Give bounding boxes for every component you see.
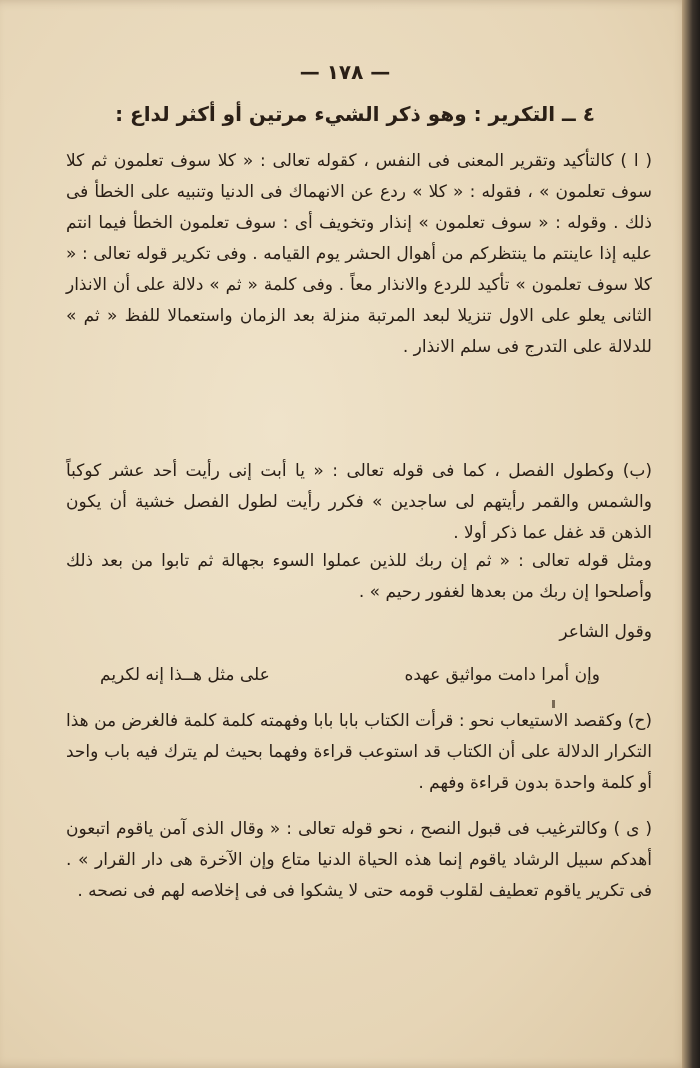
paragraph-c: ومثل قوله تعالى : « ثم إن ربك للذين عملوا السوء بجهالة ثم تابوا من بعد ذلك وأصلحوا إن ربك من بعدها لغفور رحيم » . [66, 551, 652, 602]
page-number: — ١٧٨ — [299, 60, 391, 84]
section-heading: ٤ ــ التكرير : وهو ذكر الشيء مرتين أو أكثر لداع : [115, 102, 595, 126]
poet-intro: وقول الشاعر [559, 622, 652, 642]
page-edge [682, 0, 700, 1068]
paragraph-d: ( ى ) وكالترغيب فى قبول النصح ، نحو قوله تعالى : « وقال الذى آمن ياقوم اتبعون أهدكم سبيل الرشاد ياقوم إنما هذه الحياة الدنيا متاع وإن الآخرة هى دار القرار » . فى تكرير ياقوم تعطيف لقلوب قومه حتى لا يشكوا فى فى إخلاصه لهم فى نصحه . [66, 819, 652, 901]
paragraph-a: ( ا ) كالتأكيد وتقرير المعنى فى النفس ، كقوله تعالى : « كلا سوف تعلمون ثم كلا سوف تعلمون » ، فقوله : « كلا » ردع عن الانهماك فى الدنيا وتنبيه على الخطأ فى ذلك . وقوله : « سوف تعلمون » إنذار وتخويف أى : سوف تعلمون الخطأ فيما انتم عليه إذا عاينتم ما ينتظركم من أهوال الحشر يوم القيامه . وفى تكرير قوله تعالى : « كلا سوف تعلمون » تأكيد للردع والانذار معاً . وفى كلمة « ثم » دلالة على أن الانذار الثانى يعلو على الاول تنزيلا لبعد المرتبة منزلة بعد الزمان واستعمالا للفظ « ثم » للدلالة على التدرج فى سلم الانذار . [66, 151, 652, 357]
poetry-verse [100, 665, 600, 685]
paragraph-b: (ب) وكطول الفصل ، كما فى قوله تعالى : « يا أبت إنى رأيت أحد عشر كوكباً والشمس والقمر رأيتهم لى ساجدين » فكرر رأيت لطول الفصل خشية أن يكون الذهن قد غفل عما ذكر أولا . [66, 461, 652, 543]
paragraph-h: (ح) وكقصد الاستيعاب نحو : قرأت الكتاب بابا بابا وفهمته كلمة كلمة فالغرض من هذا التكرار الدلالة على أن الكتاب قد استوعب قراءة وفهما بحيث لم يترك فيه باب واحد أو كلمة واحدة بدون قراءة وفهم . [66, 711, 652, 793]
verse-second-hemistich: على مثل هــذا إنه لكريم [100, 665, 270, 685]
verse-first-hemistich: وإن أمرا دامت مواثيق عهده [404, 665, 600, 685]
